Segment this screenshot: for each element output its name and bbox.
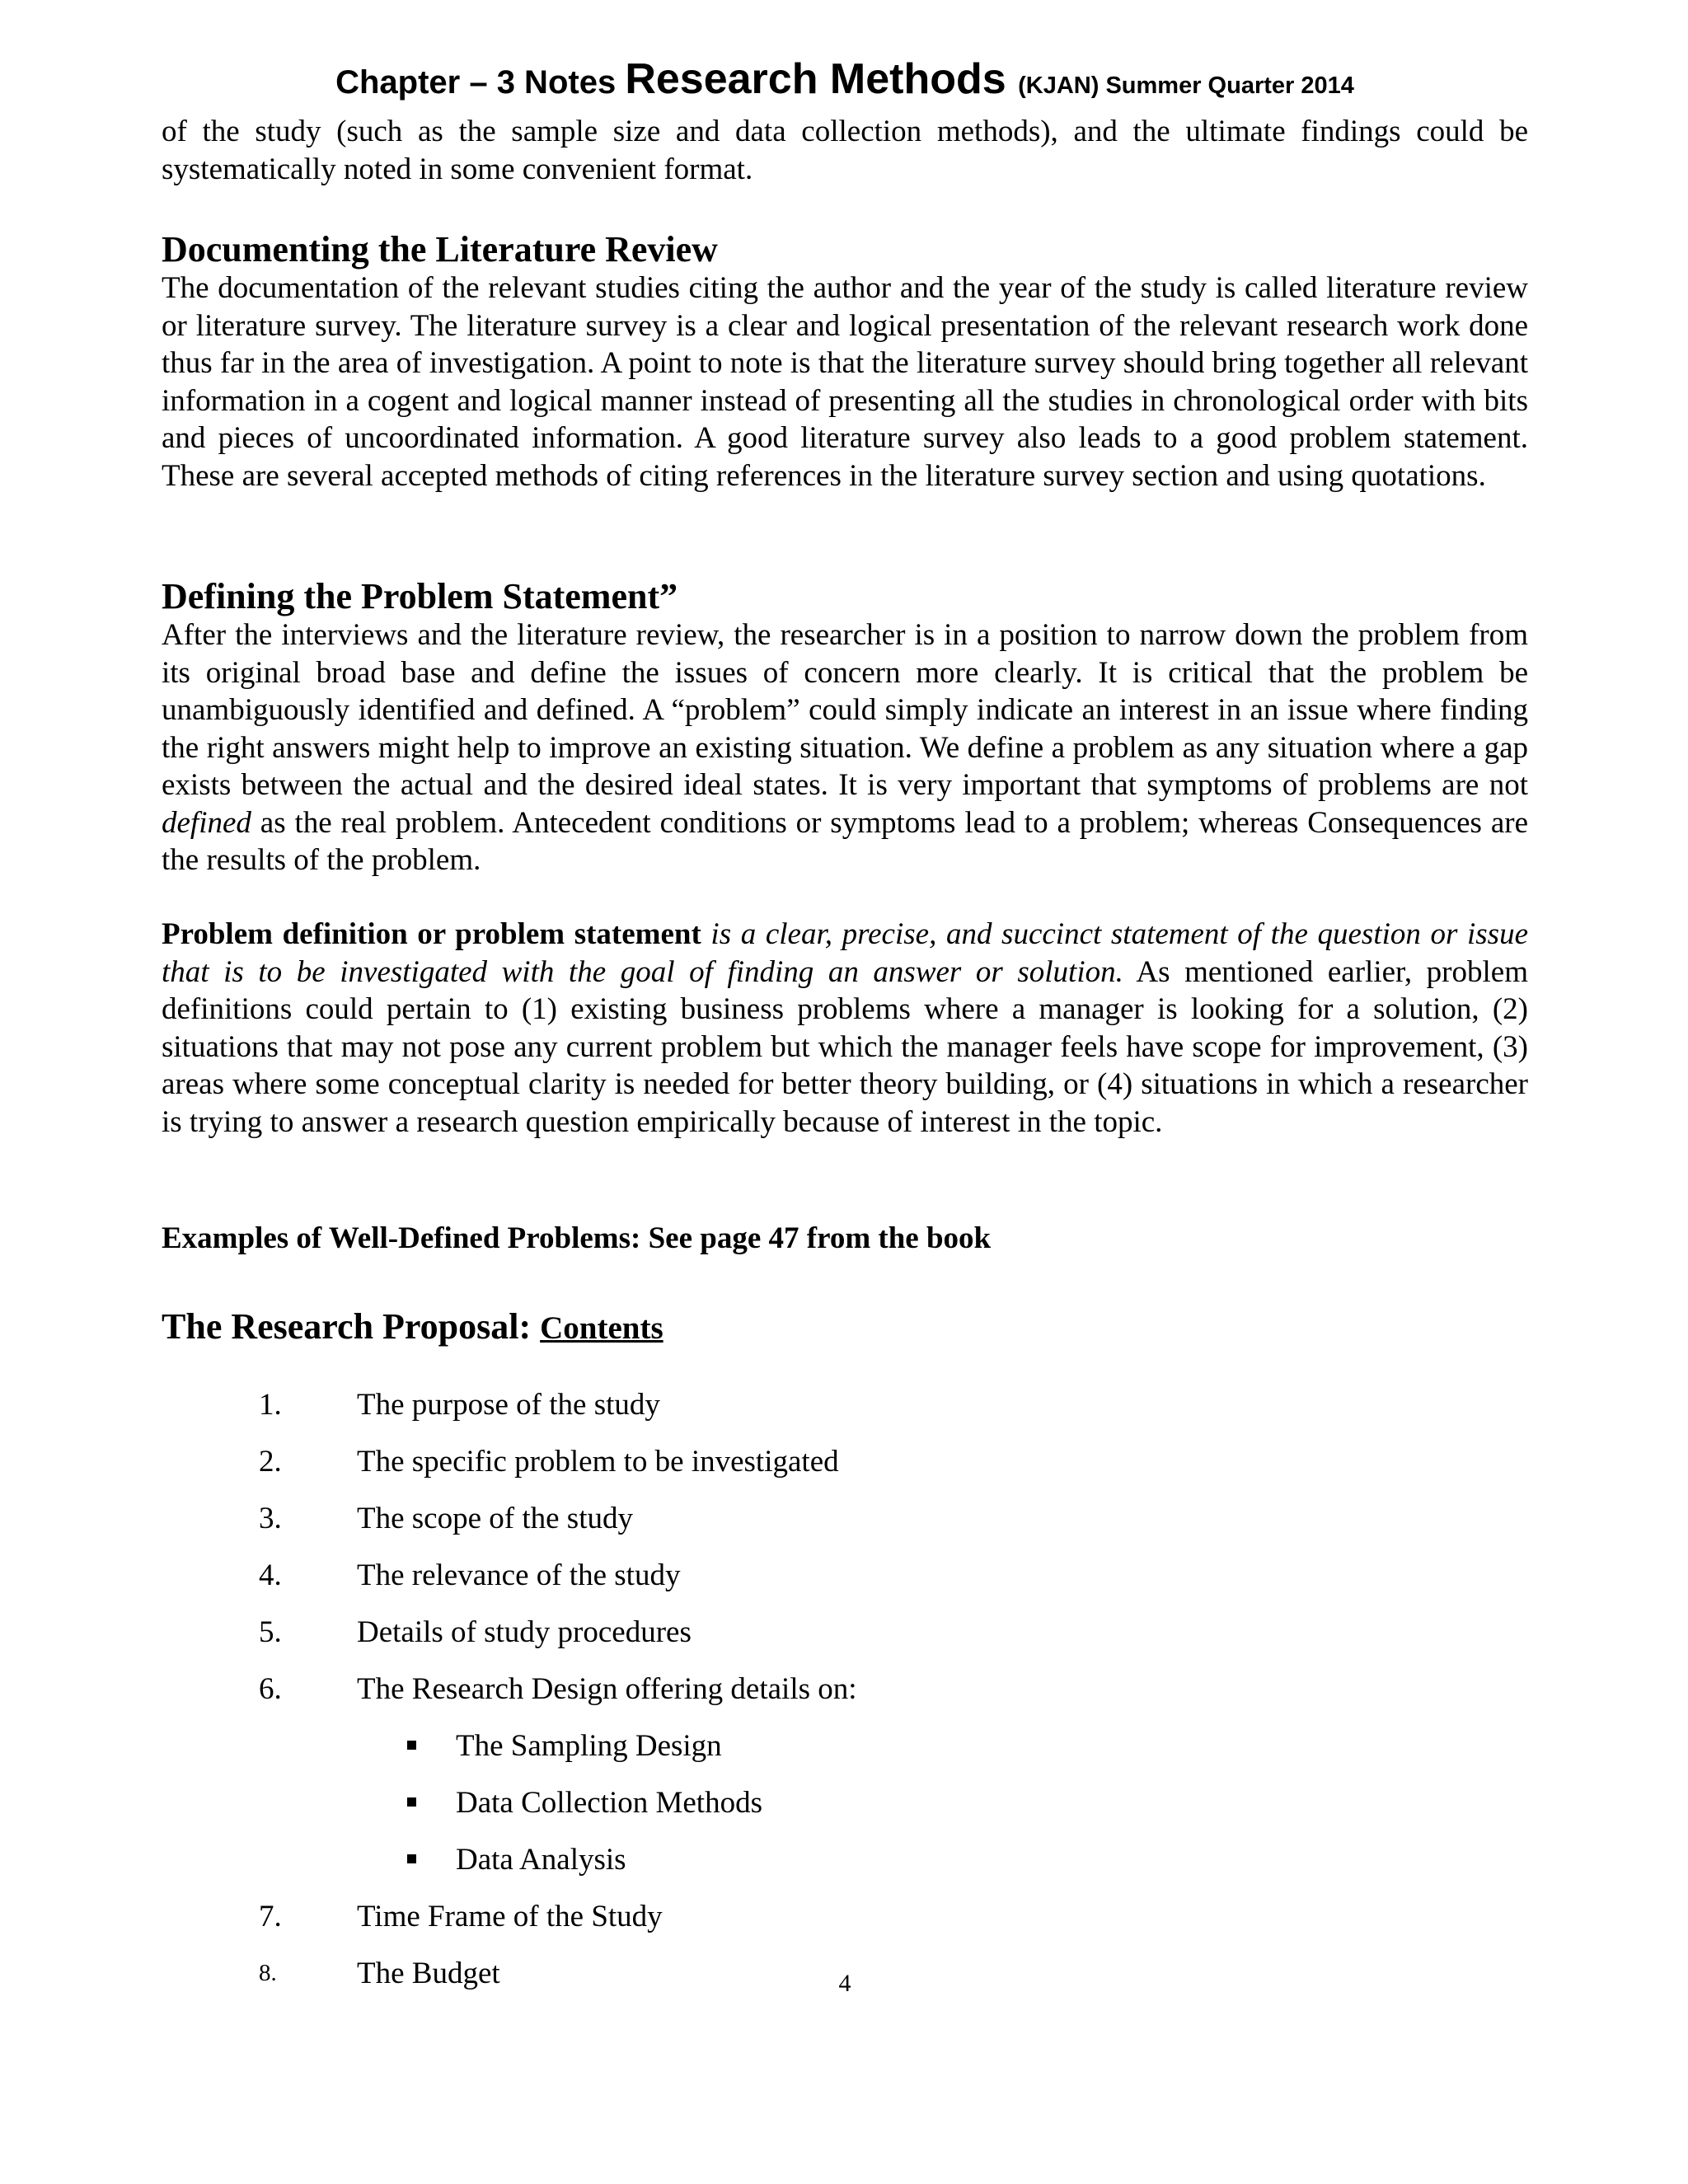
list-number: 7. bbox=[259, 1900, 282, 1933]
list-number: 2. bbox=[259, 1445, 282, 1479]
examples-heading: Examples of Well-Defined Problems: See page 47 from the book bbox=[162, 1221, 992, 1255]
list-number: 3. bbox=[259, 1502, 282, 1535]
research-proposal-contents: Contents bbox=[540, 1310, 663, 1346]
problem-definition-italic: is a clear, precise, and succinct statement of the question or issue that is to be investigated with the goal of finding an answer or solution. bbox=[162, 917, 1528, 989]
problem-statement-heading: Defining the Problem Statement” bbox=[162, 576, 678, 616]
list-text: The relevance of the study bbox=[357, 1558, 681, 1592]
list-number: 4. bbox=[259, 1558, 282, 1592]
page-number: 4 bbox=[838, 1970, 851, 1997]
list-item bbox=[162, 1888, 1528, 1945]
list-item bbox=[162, 1433, 1528, 1490]
page-header bbox=[162, 55, 1528, 103]
list-item bbox=[162, 1547, 1528, 1604]
header-chapter: Chapter – 3 Notes bbox=[335, 64, 626, 101]
list-text: Details of study procedures bbox=[357, 1615, 692, 1649]
list-item bbox=[162, 1604, 1528, 1661]
list-text: The purpose of the study bbox=[357, 1388, 660, 1422]
problem-statement-italic: defined bbox=[162, 805, 251, 840]
list-item bbox=[162, 1661, 1528, 1718]
list-item bbox=[162, 1376, 1528, 1433]
list-item bbox=[162, 1490, 1528, 1547]
list-number: 8. bbox=[259, 1960, 277, 1986]
list-number: 1. bbox=[259, 1388, 282, 1422]
problem-definition-rest: As mentioned earlier, problem definitions could pertain to (1) existing business problems where a manager is looking for a solution, (2) situations that may not pose any current problem but which the manager feels have scope for improvement, (3) areas where some conceptual clarity is needed for better theory building, or (4) situations in which a researcher is trying to answer a research question empirically because of interest in the topic. bbox=[162, 954, 1528, 1139]
problem-statement-paragraph bbox=[162, 616, 1528, 879]
square-bullet-icon bbox=[407, 1854, 416, 1863]
list-number: 5. bbox=[259, 1615, 282, 1649]
research-proposal-title: The Research Proposal: bbox=[162, 1306, 541, 1347]
problem-definition-term: Problem definition or problem statement bbox=[162, 917, 701, 951]
header-term: (KJAN) Summer Quarter 2014 bbox=[1018, 73, 1354, 99]
sub-list-text: Data Analysis bbox=[456, 1843, 626, 1877]
research-proposal-heading bbox=[162, 1306, 663, 1347]
proposal-contents-list bbox=[162, 1376, 1528, 2002]
problem-statement-text: After the interviews and the literature review, the researcher is in a position to narrow down the problem from its original broad base and define the issues of concern more clearly. It is critical that the problem be unambiguously identified and defined. A “problem” could simply indicate an interest in an issue where finding the right answers might help to improve an existing situation. We define a problem as any situation where a gap exists between the actual and the desired ideal states. It is very important that symptoms of problems are not bbox=[162, 618, 1528, 802]
literature-review-paragraph: The documentation of the relevant studies citing the author and the year of the study is called literature review or literature survey. The literature survey is a clear and logical presentation of the relevant research work done thus far in the area of investigation. A point to note is that the literature survey should bring together all relevant information in a cogent and logical manner instead of presenting all the studies in chronological order with bits and pieces of uncoordinated information. A good literature survey also leads to a good problem statement. These are several accepted methods of citing references in the literature survey section and using quotations. bbox=[162, 271, 1528, 493]
list-text: The scope of the study bbox=[357, 1502, 633, 1535]
list-text: The specific problem to be investigated bbox=[357, 1445, 839, 1479]
sub-list-text: The Sampling Design bbox=[456, 1729, 722, 1763]
sub-list-item bbox=[162, 1718, 1528, 1774]
sub-list-item bbox=[162, 1774, 1528, 1831]
list-number: 6. bbox=[259, 1672, 282, 1706]
square-bullet-icon bbox=[407, 1797, 416, 1807]
problem-definition-paragraph bbox=[162, 916, 1528, 1141]
literature-review-heading: Documenting the Literature Review bbox=[162, 229, 718, 269]
intro-paragraph: of the study (such as the sample size and data collection methods), and the ultimate findings could be systematically noted in some convenient format. bbox=[162, 115, 1528, 186]
header-course-title: Research Methods bbox=[625, 55, 1019, 103]
list-text: Time Frame of the Study bbox=[357, 1900, 663, 1933]
problem-statement-text-end: as the real problem. Antecedent conditions or symptoms lead to a problem; whereas Consequences are the results of the problem. bbox=[162, 805, 1528, 877]
square-bullet-icon bbox=[407, 1741, 416, 1750]
list-text: The Research Design offering details on: bbox=[357, 1672, 857, 1706]
list-text: The Budget bbox=[357, 1957, 500, 1990]
sub-list-text: Data Collection Methods bbox=[456, 1786, 762, 1820]
sub-list-item bbox=[162, 1831, 1528, 1888]
